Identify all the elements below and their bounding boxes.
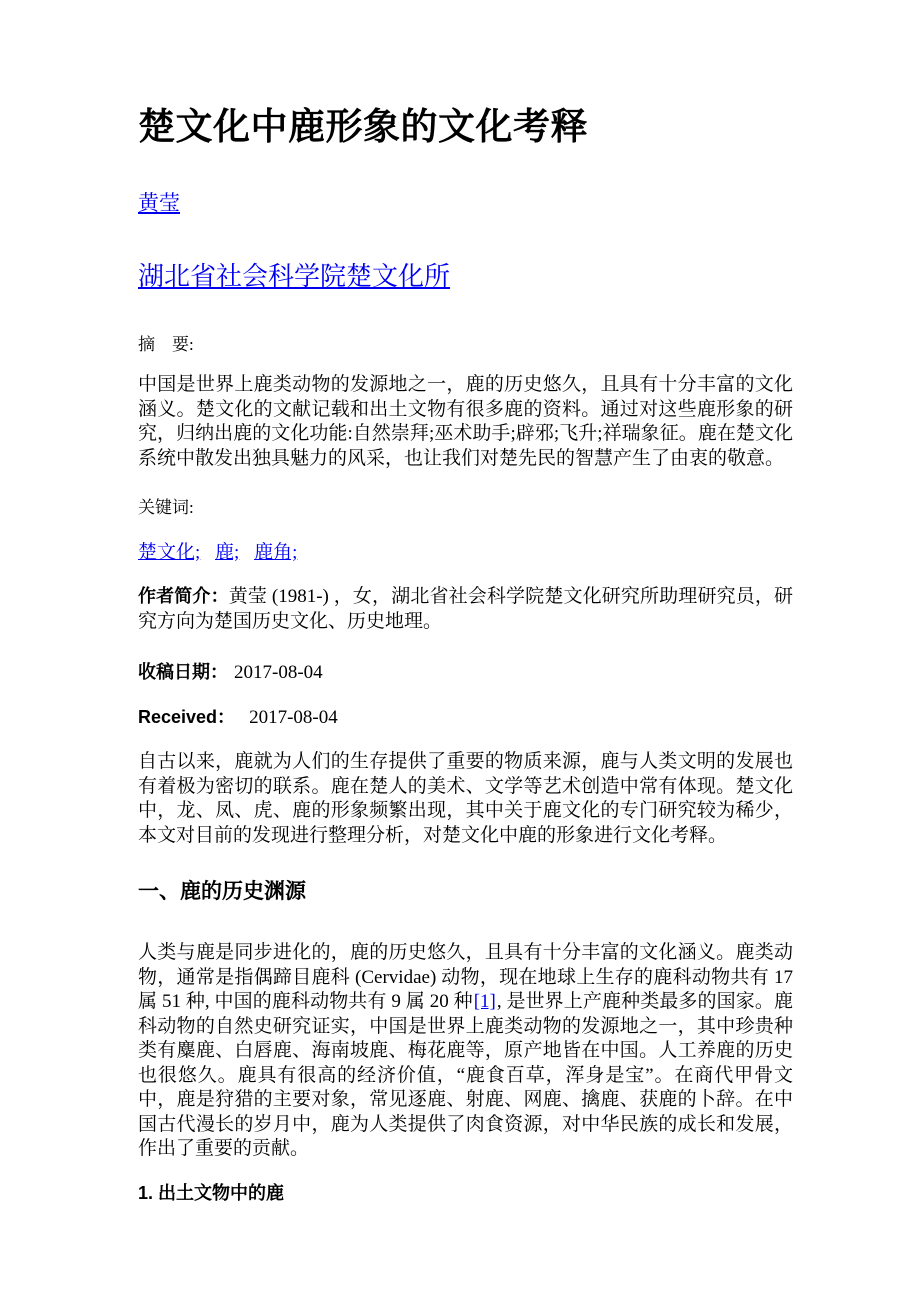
section-paragraph-post: , 是世界上产鹿种类最多的国家。鹿科动物的自然史研究证实，中国是世界上鹿类动物的发源地之一，其中珍贵种类有麋鹿、白唇鹿、海南坡鹿、梅花鹿等，原产地皆在中国。人工养鹿的历史也很悠久。鹿具有很高的经济价值，“鹿食百草，浑身是宝”。在商代甲骨文中，鹿是狩猎的主要对象，常见逐鹿、射鹿、网鹿、擒鹿、获鹿的卜辞。在中国古代漫长的岁月中，鹿为人类提供了肉食资源，对中华民族的成长和发展，作出了重要的贡献。 (138, 991, 793, 1159)
keyword-link-chu-culture[interactable]: 楚文化; (138, 542, 201, 563)
article-title: 楚文化中鹿形象的文化考释 (138, 107, 588, 148)
received-cn-value: 2017-08-04 (234, 662, 323, 683)
author-bio-text: 黄莹 (1981-) ，女，湖北省社会科学院楚文化研究所助理研究员，研究方向为楚国历史文化、历史地理。 (138, 586, 794, 632)
received-date-cn (138, 660, 793, 685)
abstract-label: 摘 要: (138, 335, 194, 354)
keyword-link-deer[interactable]: 鹿; (215, 542, 240, 563)
subsection-heading-unearthed-relics: 1. 出土文物中的鹿 (138, 1182, 285, 1203)
author-line (138, 189, 793, 220)
section-paragraph-pre: 人类与鹿是同步进化的，鹿的历史悠久，且具有十分丰富的文化涵义。鹿类动物，通常是指偶蹄目鹿科 (Cervidae) 动物，现在地球上生存的鹿科动物共有 17 属 51 种, 中国的鹿科动物共有 9 属 20 种 (138, 942, 793, 1012)
keywords-list (138, 540, 793, 565)
citation-link-1[interactable]: [1] (473, 991, 496, 1012)
received-cn-label: 收稿日期： (138, 662, 228, 682)
intro-paragraph: 自古以来，鹿就为人们的生存提供了重要的物质来源，鹿与人类文明的发展也有着极为密切的联系。鹿在楚人的美术、文学等艺术创造中常有体现。楚文化中，龙、凤、虎、鹿的形象频繁出现，其中关于鹿文化的专门研究较为稀少，本文对目前的发现进行整理分析，对楚文化中鹿的形象进行文化考释。 (138, 751, 793, 846)
author-bio (138, 584, 793, 634)
affiliation-line (138, 260, 793, 298)
abstract-text: 中国是世界上鹿类动物的发源地之一，鹿的历史悠久，且具有十分丰富的文化涵义。楚文化的文献记载和出土文物有很多鹿的资料。通过对这些鹿形象的研究，归纳出鹿的文化功能:自然崇拜;巫术助手;辟邪;飞升;祥瑞象征。鹿在楚文化系统中散发出独具魅力的风采，也让我们对楚先民的智慧产生了由衷的敬意。 (138, 374, 793, 469)
section-heading-deer-history: 一、鹿的历史渊源 (138, 880, 306, 903)
received-en-value: 2017-08-04 (249, 707, 338, 728)
keywords-label: 关键词: (138, 498, 194, 517)
affiliation-link[interactable]: 湖北省社会科学院楚文化所 (138, 262, 451, 291)
received-en-label: Received： (138, 707, 236, 727)
section-paragraph (138, 941, 793, 1162)
keyword-link-antler[interactable]: 鹿角; (254, 542, 298, 563)
received-date-en (138, 705, 793, 730)
author-bio-label: 作者简介： (138, 586, 229, 606)
author-link[interactable]: 黄莹 (138, 191, 180, 215)
